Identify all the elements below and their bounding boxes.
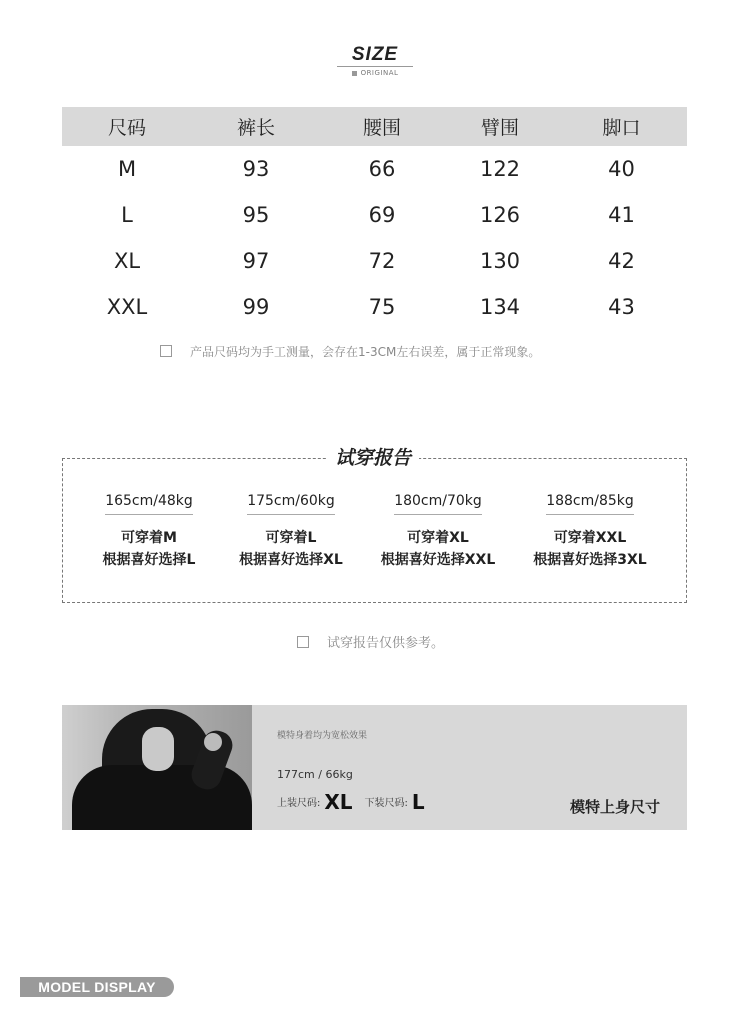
fit-height-weight: 180cm/70kg: [394, 493, 482, 515]
table-cell: 40: [608, 157, 635, 181]
column-header: 臂围: [480, 117, 519, 139]
model-height-weight: 177cm / 66kg: [277, 768, 353, 781]
fit-preference: 根据喜好选择XL: [239, 552, 343, 568]
table-row: [62, 146, 687, 192]
top-size-label: 上装尺码:: [277, 798, 321, 809]
table-row: [62, 192, 687, 238]
table-cell: 99: [242, 295, 270, 319]
table-cell: 43: [608, 295, 635, 319]
fit-height-weight: 175cm/60kg: [247, 493, 335, 515]
table-row: [62, 238, 687, 284]
measurement-note-text: 产品尺码均为手工测量，会存在1-3CM左右误差，属于正常现象。: [190, 345, 541, 359]
table-cell: 126: [479, 203, 521, 227]
torso-shape: [72, 765, 252, 830]
table-cell: XXL: [106, 295, 148, 319]
table-cell: 97: [242, 249, 270, 273]
fit-entry: [216, 490, 366, 571]
bottom-size-label: 下装尺码:: [364, 798, 408, 809]
fit-preference: 根据喜好选择3XL: [533, 552, 647, 568]
fit-entry: [515, 490, 665, 571]
table-cell: 122: [479, 157, 521, 181]
face-shape: [142, 727, 174, 771]
model-size-heading: 模特上身尺寸: [570, 798, 661, 816]
title-divider: [337, 66, 413, 67]
fit-recommendation: [216, 527, 366, 571]
table-header-row: [62, 107, 687, 146]
measurement-note: [160, 343, 540, 360]
size-subtitle: [0, 69, 750, 77]
fit-report-title: 试穿报告: [327, 443, 419, 470]
table-cell: 130: [479, 249, 521, 273]
table-cell: 75: [368, 295, 396, 319]
fit-report-note-text: 试穿报告仅供参考。: [327, 636, 445, 651]
checkbox-icon: [297, 636, 309, 648]
table-cell: M: [117, 157, 137, 181]
fit-height-weight: 188cm/85kg: [546, 493, 634, 515]
table-cell: 69: [368, 203, 396, 227]
table-cell: L: [121, 203, 133, 227]
model-photo: [62, 705, 252, 830]
column-header: 尺码: [107, 117, 146, 139]
subtitle-text: ORIGINAL: [360, 69, 399, 77]
fit-entry: [74, 490, 224, 571]
column-header: 裤长: [236, 117, 275, 139]
table-cell: XL: [113, 249, 141, 273]
size-title: SIZE: [351, 44, 399, 65]
checkbox-icon: [160, 345, 172, 357]
table-cell: 72: [368, 249, 396, 273]
model-display-tab: MODEL DISPLAY: [20, 977, 174, 997]
table-cell: 66: [368, 157, 396, 181]
fit-height-weight: 165cm/48kg: [105, 493, 193, 515]
fit-recommendation: [74, 527, 224, 571]
fit-recommendation: [515, 527, 665, 571]
hand-shape: [204, 733, 222, 751]
table-cell: 134: [479, 295, 521, 319]
model-sizes: [277, 790, 437, 814]
table-cell: 93: [242, 157, 270, 181]
fit-size: 可穿着XXL: [553, 530, 627, 546]
fit-report-note: [297, 632, 444, 651]
table-cell: 41: [608, 203, 635, 227]
size-table: [62, 107, 687, 330]
bottom-size-value: L: [411, 790, 425, 814]
table-row: [62, 284, 687, 330]
loose-fit-note: 模特身着均为宽松效果: [277, 731, 368, 741]
column-header: 脚口: [602, 117, 641, 139]
fit-size: 可穿着L: [265, 530, 317, 546]
fit-size: 可穿着XL: [407, 530, 469, 546]
table-cell: 95: [242, 203, 270, 227]
fit-preference: 根据喜好选择XXL: [380, 552, 496, 568]
fit-preference: 根据喜好选择L: [102, 552, 196, 568]
square-bullet-icon: [352, 71, 357, 76]
fit-size: 可穿着M: [121, 530, 177, 546]
fit-recommendation: [363, 527, 513, 571]
column-header: 腰围: [362, 117, 401, 139]
top-size-value: XL: [324, 790, 353, 814]
table-cell: 42: [608, 249, 635, 273]
fit-entry: [363, 490, 513, 571]
